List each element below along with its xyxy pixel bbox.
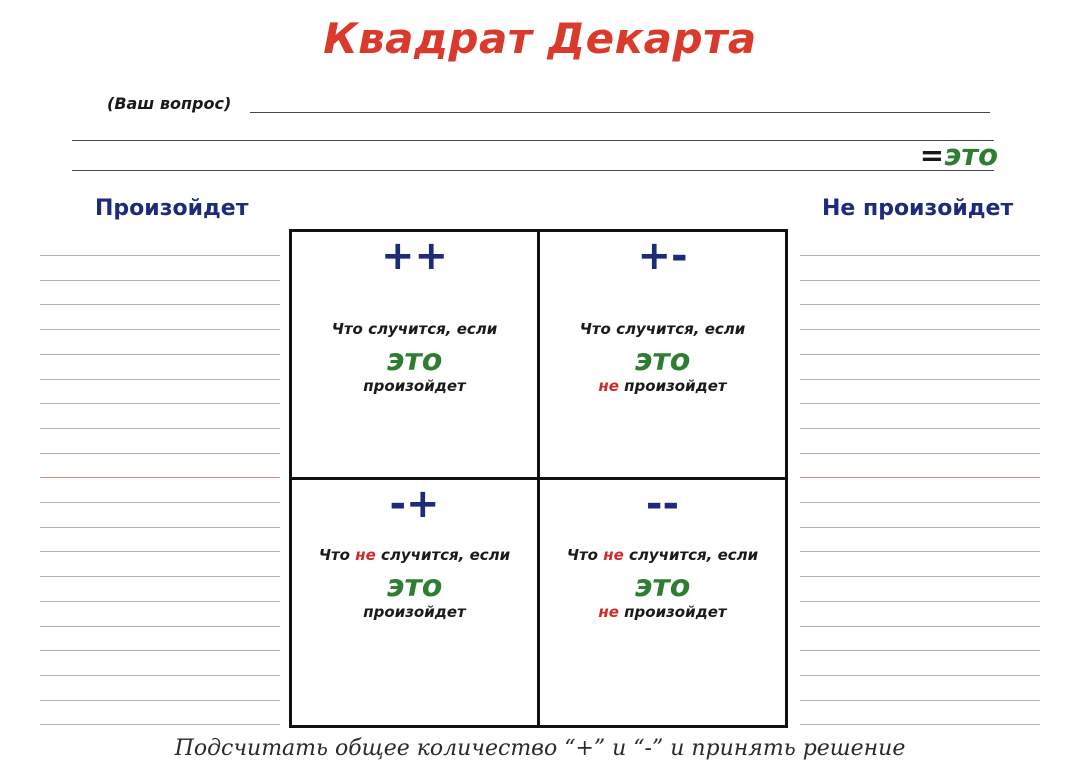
- answer-line[interactable]: [40, 354, 280, 355]
- quadrant-condition: Что случится, если: [579, 320, 746, 338]
- answer-line[interactable]: [800, 700, 1040, 701]
- answer-line[interactable]: [40, 551, 280, 552]
- equals-sign: =: [919, 138, 945, 172]
- question-line-2[interactable]: [72, 140, 994, 141]
- quadrant-sign: -+: [389, 481, 440, 527]
- equals-this: [920, 138, 998, 172]
- answer-line[interactable]: [40, 329, 280, 330]
- answer-line[interactable]: [800, 379, 1040, 380]
- quadrant-word: это: [386, 569, 443, 604]
- answer-line[interactable]: [40, 724, 280, 725]
- answer-line[interactable]: [800, 650, 1040, 651]
- quadrant-outcome: не произойдет: [598, 603, 727, 621]
- answer-line[interactable]: [800, 601, 1040, 602]
- answer-line[interactable]: [800, 477, 1040, 478]
- answer-line[interactable]: [800, 329, 1040, 330]
- answer-line[interactable]: [40, 700, 280, 701]
- quadrant-minus-minus: [540, 480, 785, 725]
- quadrant-word: это: [634, 343, 691, 378]
- answer-line[interactable]: [40, 304, 280, 305]
- answer-line[interactable]: [800, 527, 1040, 528]
- answer-line[interactable]: [800, 403, 1040, 404]
- answer-line[interactable]: [40, 576, 280, 577]
- answer-line[interactable]: [40, 403, 280, 404]
- answer-line[interactable]: [40, 502, 280, 503]
- column-heading-will-happen: Произойдет: [95, 196, 249, 221]
- quadrant-condition: Что случится, если: [331, 320, 498, 338]
- quadrant-outcome: произойдет: [363, 603, 466, 621]
- quadrant-outcome: не произойдет: [598, 377, 727, 395]
- answer-line[interactable]: [800, 255, 1040, 256]
- answer-line[interactable]: [800, 304, 1040, 305]
- answer-line[interactable]: [40, 675, 280, 676]
- answer-line[interactable]: [40, 453, 280, 454]
- answer-line[interactable]: [40, 428, 280, 429]
- quadrant-condition: Что не случится, если: [318, 546, 511, 564]
- answer-line[interactable]: [40, 601, 280, 602]
- footer-instruction: Подсчитать общее количество “+” и “-” и принять решение: [174, 736, 906, 761]
- answer-line[interactable]: [800, 551, 1040, 552]
- answer-line[interactable]: [800, 453, 1040, 454]
- column-heading-will-not-happen: Не произойдет: [822, 196, 1014, 221]
- quadrant-sign: +-: [637, 233, 688, 279]
- answer-line[interactable]: [800, 576, 1040, 577]
- answer-line[interactable]: [800, 724, 1040, 725]
- quadrant-word: это: [386, 343, 443, 378]
- quadrant-outcome: произойдет: [363, 377, 466, 395]
- answer-line[interactable]: [40, 280, 280, 281]
- quadrant-plus-minus: [540, 232, 785, 477]
- answer-line[interactable]: [800, 626, 1040, 627]
- answer-line[interactable]: [40, 650, 280, 651]
- answer-line[interactable]: [40, 379, 280, 380]
- quadrant-sign: ++: [380, 233, 449, 279]
- question-label: (Ваш вопрос): [107, 94, 232, 113]
- answer-line[interactable]: [800, 502, 1040, 503]
- answer-line[interactable]: [40, 626, 280, 627]
- quadrant-plus-plus: [292, 232, 537, 477]
- page-title: Квадрат Декарта: [323, 14, 757, 63]
- answer-line[interactable]: [40, 477, 280, 478]
- answer-line[interactable]: [800, 675, 1040, 676]
- question-line-3[interactable]: [72, 170, 994, 171]
- answer-line[interactable]: [40, 255, 280, 256]
- answer-line[interactable]: [800, 354, 1040, 355]
- quadrant-minus-plus: [292, 480, 537, 725]
- answer-line[interactable]: [800, 280, 1040, 281]
- question-line-1[interactable]: [250, 112, 990, 113]
- quadrant-word: это: [634, 569, 691, 604]
- answer-line[interactable]: [800, 428, 1040, 429]
- quadrant-condition: Что не случится, если: [566, 546, 759, 564]
- answer-line[interactable]: [40, 527, 280, 528]
- quadrant-sign: --: [645, 481, 680, 527]
- equals-word: это: [944, 138, 998, 172]
